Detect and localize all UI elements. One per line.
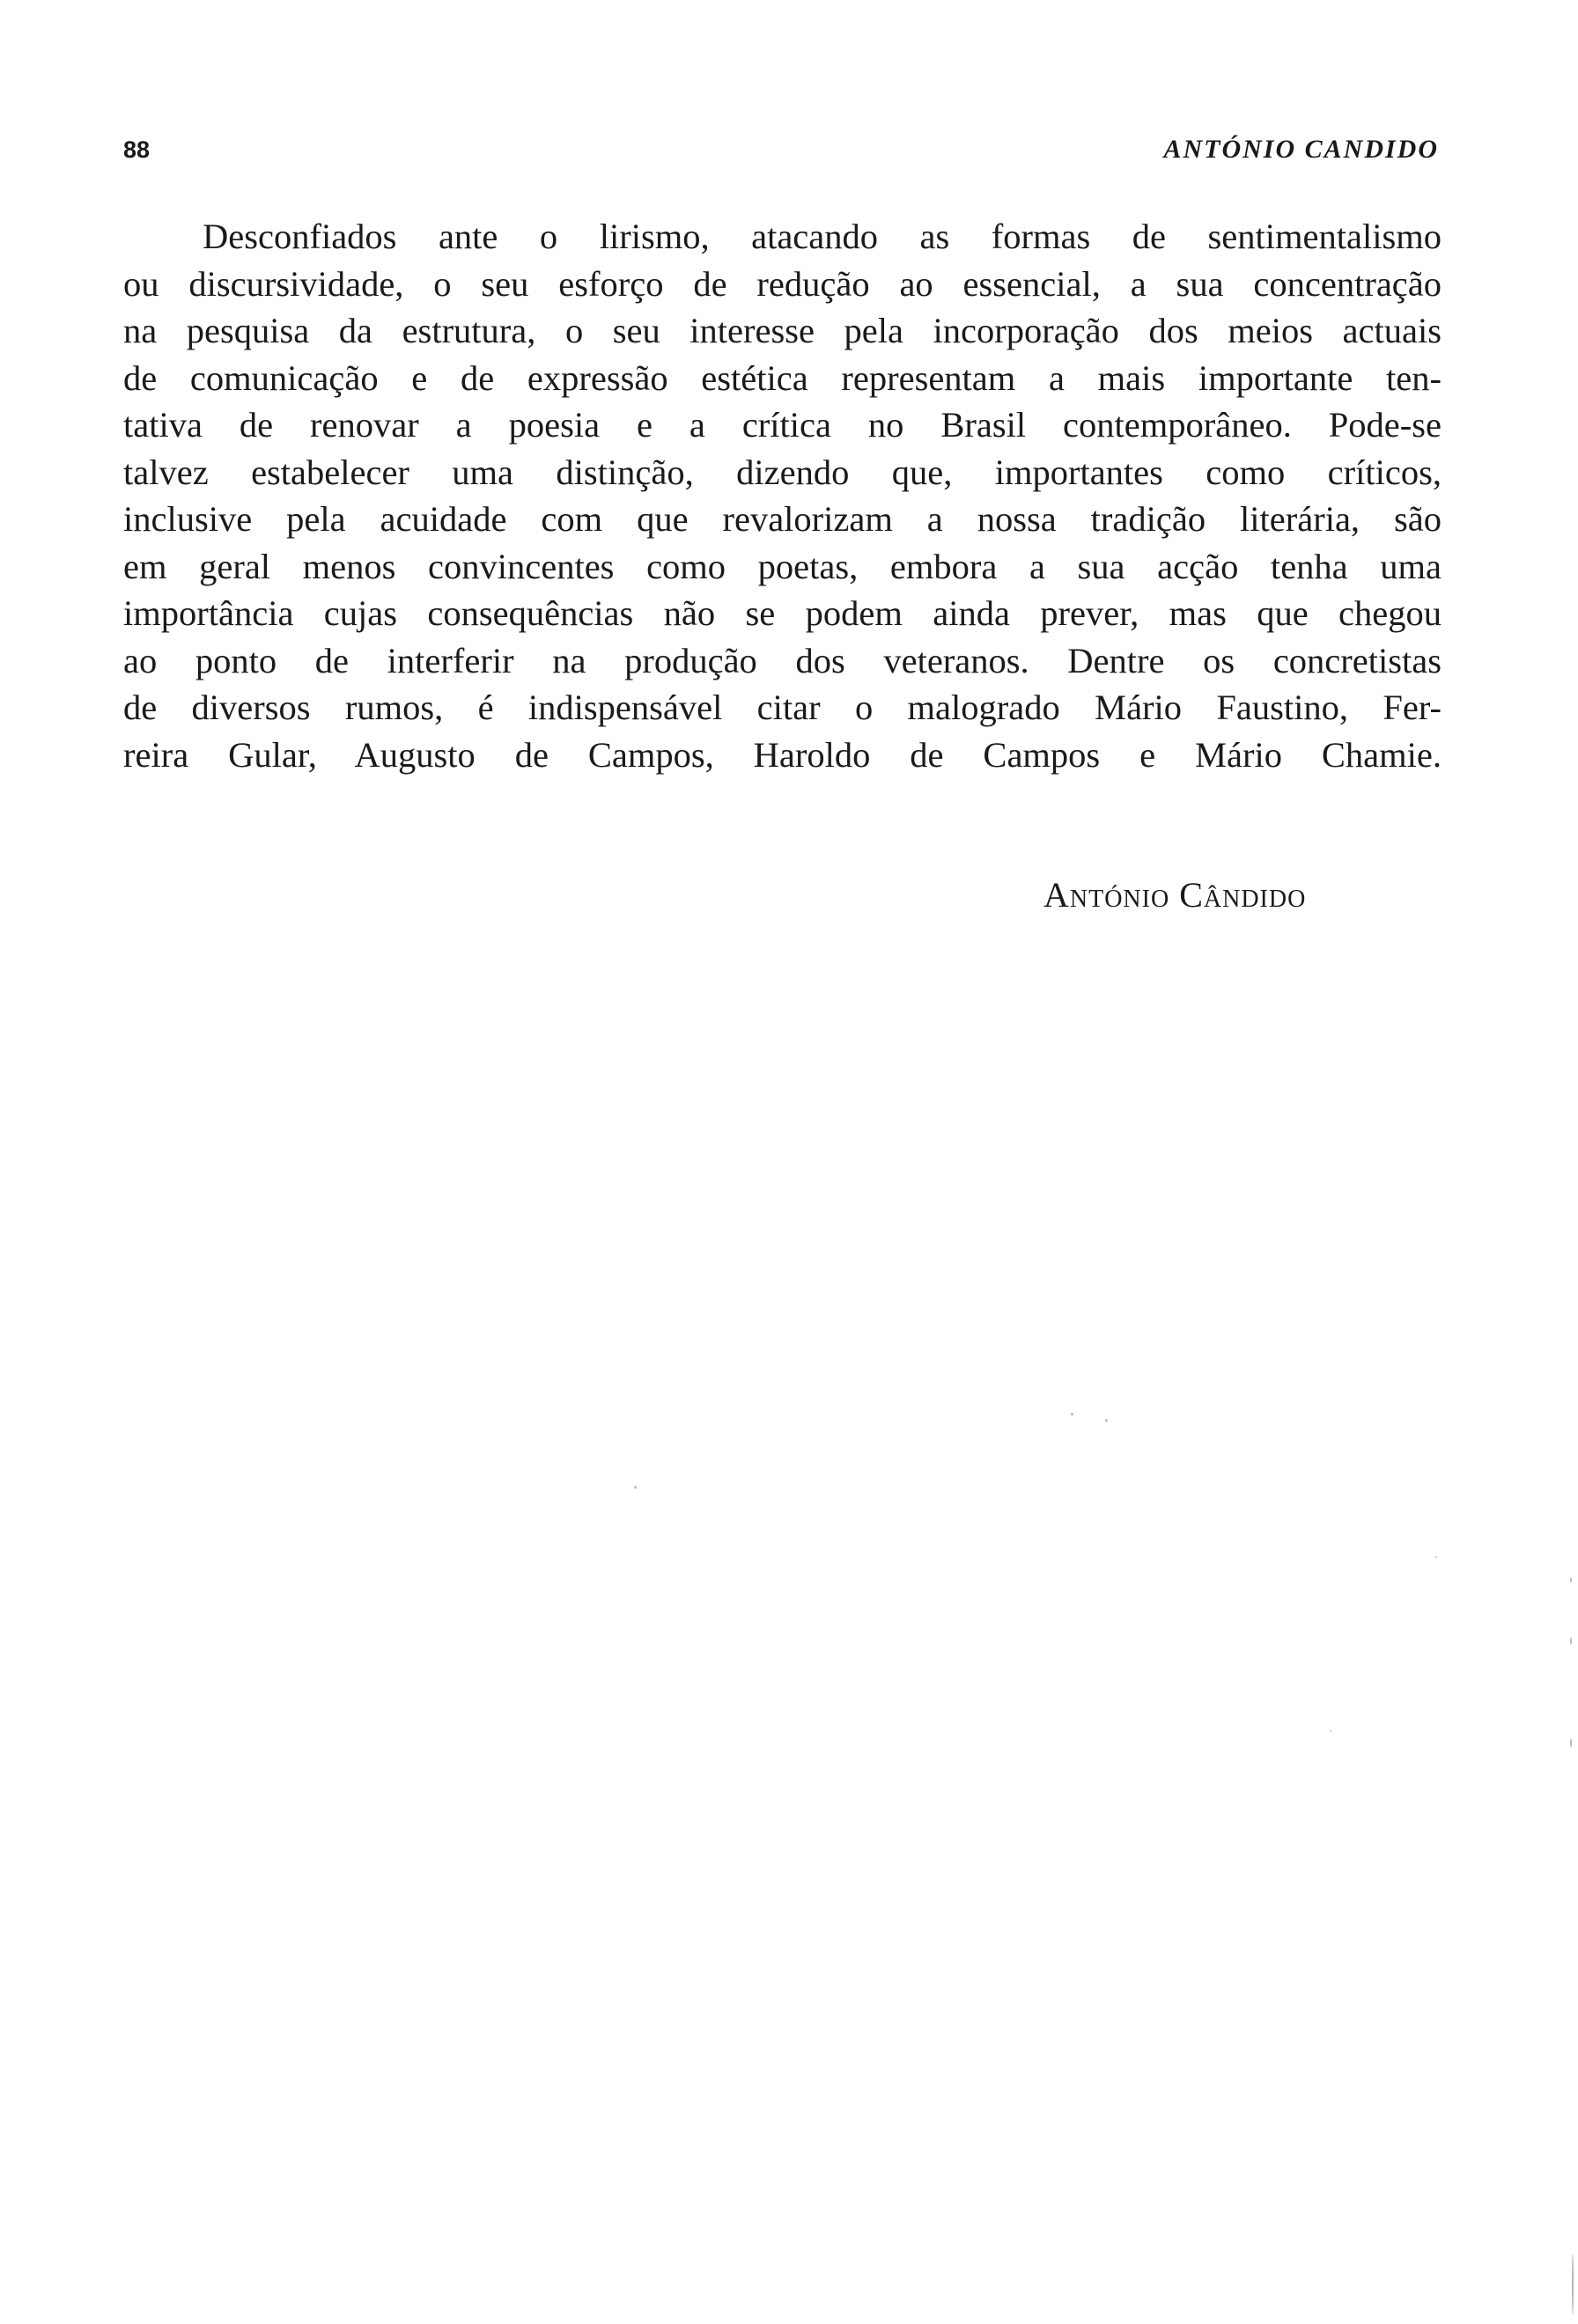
- page-number: 88: [123, 136, 151, 163]
- paragraph-line: de comunicação e de expressão estética representam a mais importante ten-: [123, 357, 1442, 398]
- paragraph-line: talvez estabelecer uma distinção, dizendo que, importantes como críticos,: [123, 452, 1442, 492]
- scan-speck: [1572, 2254, 1574, 2315]
- scan-speck: [1570, 1637, 1572, 1644]
- scan-speck: [1570, 1739, 1572, 1747]
- paragraph-line: na pesquisa da estrutura, o seu interesse pela incorporação dos meios actuais: [123, 311, 1442, 350]
- body-paragraph: [123, 213, 1442, 778]
- paragraph-line: de diversos rumos, é indispensável citar o malogrado Mário Faustino, Fer-: [123, 688, 1442, 727]
- paragraph-line: importância cujas consequências não se podem ainda prever, mas que chegou: [123, 593, 1442, 633]
- paragraph-line: reira Gular, Augusto de Campos, Haroldo de Campos e Mário Chamie.: [123, 734, 1442, 775]
- running-head: [123, 132, 1439, 167]
- paragraph-line: Desconfiados ante o lirismo, atacando as formas de sentimentalismo: [203, 217, 1442, 256]
- paragraph-line: ou discursividade, o seu esforço de redução ao essencial, a sua concentração: [123, 263, 1442, 304]
- scan-speck: [1071, 1413, 1073, 1416]
- paragraph-line: ao ponto de interferir na produção dos veteranos. Dentre os concretistas: [123, 640, 1442, 680]
- scan-speck: [634, 1486, 637, 1489]
- author-signature: António Cândido: [1043, 875, 1307, 915]
- running-title: ANTÓNIO CANDIDO: [1163, 135, 1439, 164]
- paragraph-line: inclusive pela acuidade com que revalorizam a nossa tradição literária, são: [123, 499, 1442, 539]
- scan-speck: [1435, 1556, 1437, 1558]
- scan-speck: [1330, 1730, 1331, 1732]
- paragraph-line: tativa de renovar a poesia e a crítica no Brasil contemporâneo. Pode-se: [123, 405, 1442, 445]
- paragraph-line: em geral menos convincentes como poetas, embora a sua acção tenha uma: [123, 546, 1442, 586]
- scan-speck: [1570, 1578, 1572, 1583]
- scan-speck: [1105, 1419, 1108, 1422]
